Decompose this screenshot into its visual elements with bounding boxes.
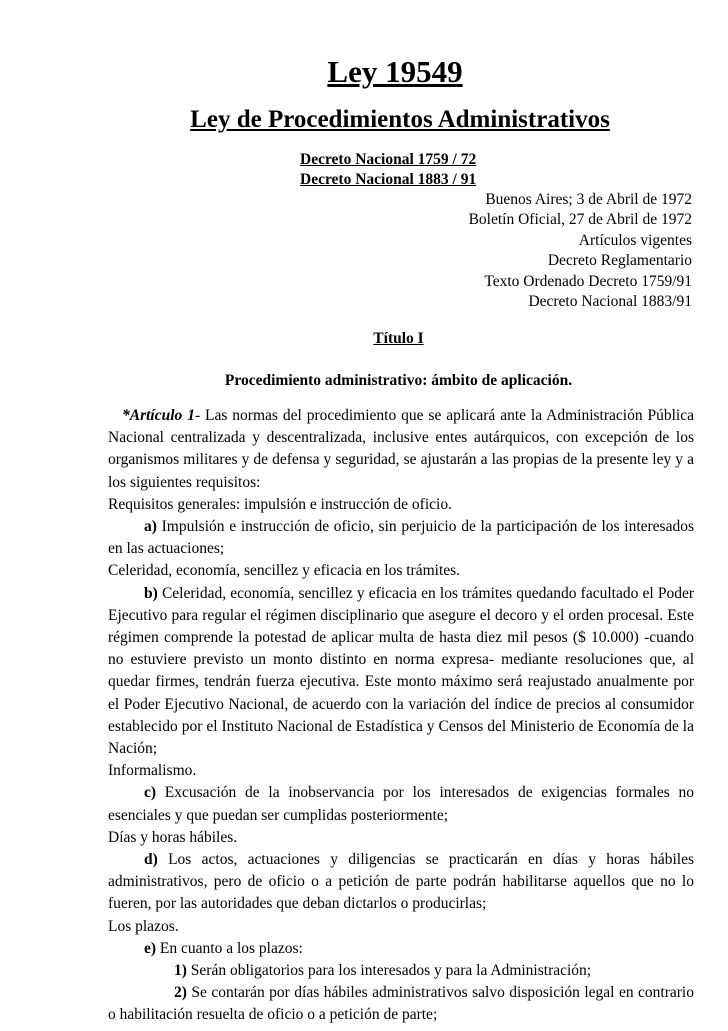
plazo-1-text: Serán obligatorios para los interesados y para la Administración; xyxy=(186,962,592,980)
article-1-paragraph xyxy=(108,405,694,494)
plazo-2-text: Se contarán por días hábiles administrativos salvo disposición legal en contrario o habilitación resuelta de oficio o a petición de parte; xyxy=(108,984,694,1024)
item-c-text: Excusación de la inobservancia por los interesados de exigencias formales no esenciales y que puedan ser cumplidas posteriormente; xyxy=(108,784,694,824)
plazo-2-label: 2) xyxy=(174,984,187,1002)
item-a-label: a) xyxy=(144,518,157,536)
item-b-text: Celeridad, economía, sencillez y eficacia en los trámites quedando facultado el Poder Ejecutivo para regular el régimen disciplinario que asegure el decoro y el orden procesal. Este régimen comprende la potestad de aplicar multa de hasta diez mil pesos ($ 10.000) -cuando no estuviere previsto un monto distinto en norma expresa- mediante resoluciones que, al quedar firmes, tendrán fuerza ejecutiva. Este monto máximo será reajustado anualmente por el Poder Ejecutivo Nacional, de acuerdo con la variación del índice de precios al consumidor establecido por el Instituto Nacional de Estadística y Censos del Ministerio de Economía de la Nación; xyxy=(108,584,694,758)
item-d-label: d) xyxy=(144,851,158,869)
article-body xyxy=(108,405,694,1027)
section-heading: Procedimiento administrativo: ámbito de aplicación. xyxy=(224,372,573,389)
meta-date: Buenos Aires; 3 de Abril de 1972 xyxy=(485,191,692,208)
item-e-text: En cuanto a los plazos: xyxy=(156,939,303,957)
decree-link-1883[interactable]: Decreto Nacional 1883 / 91 xyxy=(300,171,477,188)
item-b-label: b) xyxy=(144,584,158,602)
caption-d: Días y horas hábiles. xyxy=(108,828,238,846)
plazo-1-label: 1) xyxy=(174,962,187,980)
item-a xyxy=(108,516,694,560)
caption-b: Celeridad, economía, sencillez y eficacia en los trámites. xyxy=(108,562,461,580)
plazo-1 xyxy=(108,960,694,982)
meta-boletin: Boletín Oficial, 27 de Abril de 1972 xyxy=(468,211,692,229)
titulo-heading: Título I xyxy=(373,330,424,347)
decree-links xyxy=(300,150,476,190)
caption-c: Informalismo. xyxy=(108,762,197,780)
item-c xyxy=(108,782,694,826)
caption-a: Requisitos generales: impulsión e instrucción de oficio. xyxy=(108,495,452,513)
article-1-label: *Artículo 1 xyxy=(122,407,195,424)
publication-meta xyxy=(469,190,692,312)
meta-decreto-nacional: Decreto Nacional 1883/91 xyxy=(528,293,692,311)
law-subtitle: Ley de Procedimientos Administrativos xyxy=(190,106,610,133)
plazo-2 xyxy=(108,982,694,1026)
item-b xyxy=(108,583,694,761)
item-a-text: Impulsión e instrucción de oficio, sin perjuicio de la participación de los interesados en las actuaciones; xyxy=(108,518,694,558)
item-e xyxy=(108,938,694,960)
article-1-text: - Las normas del procedimiento que se aplicará ante la Administración Pública Nacional centralizada y descentralizada, inclusive entes autárquicos, con excepción de los organismos militares y de defensa y seguridad, se ajustarán a las propias de la presente ley y a los siguientes requisitos: xyxy=(108,407,694,491)
item-d-text: Los actos, actuaciones y diligencias se practicarán en días y horas hábiles administrativos, pero de oficio o a petición de parte podrán habilitarse aquellos que no lo fueren, por las autoridades que deban dictarlos o producirlas; xyxy=(108,851,694,913)
item-c-label: c) xyxy=(144,784,157,802)
item-e-label: e) xyxy=(144,939,157,957)
caption-e: Los plazos. xyxy=(108,917,179,935)
decree-link-1759[interactable]: Decreto Nacional 1759 / 72 xyxy=(300,151,477,168)
meta-articulos-vigentes: Artículos vigentes xyxy=(578,231,692,249)
meta-texto-ordenado: Texto Ordenado Decreto 1759/91 xyxy=(484,272,692,290)
meta-decreto-reglamentario: Decreto Reglamentario xyxy=(547,252,692,270)
law-title: Ley 19549 xyxy=(327,54,463,89)
item-d xyxy=(108,849,694,916)
